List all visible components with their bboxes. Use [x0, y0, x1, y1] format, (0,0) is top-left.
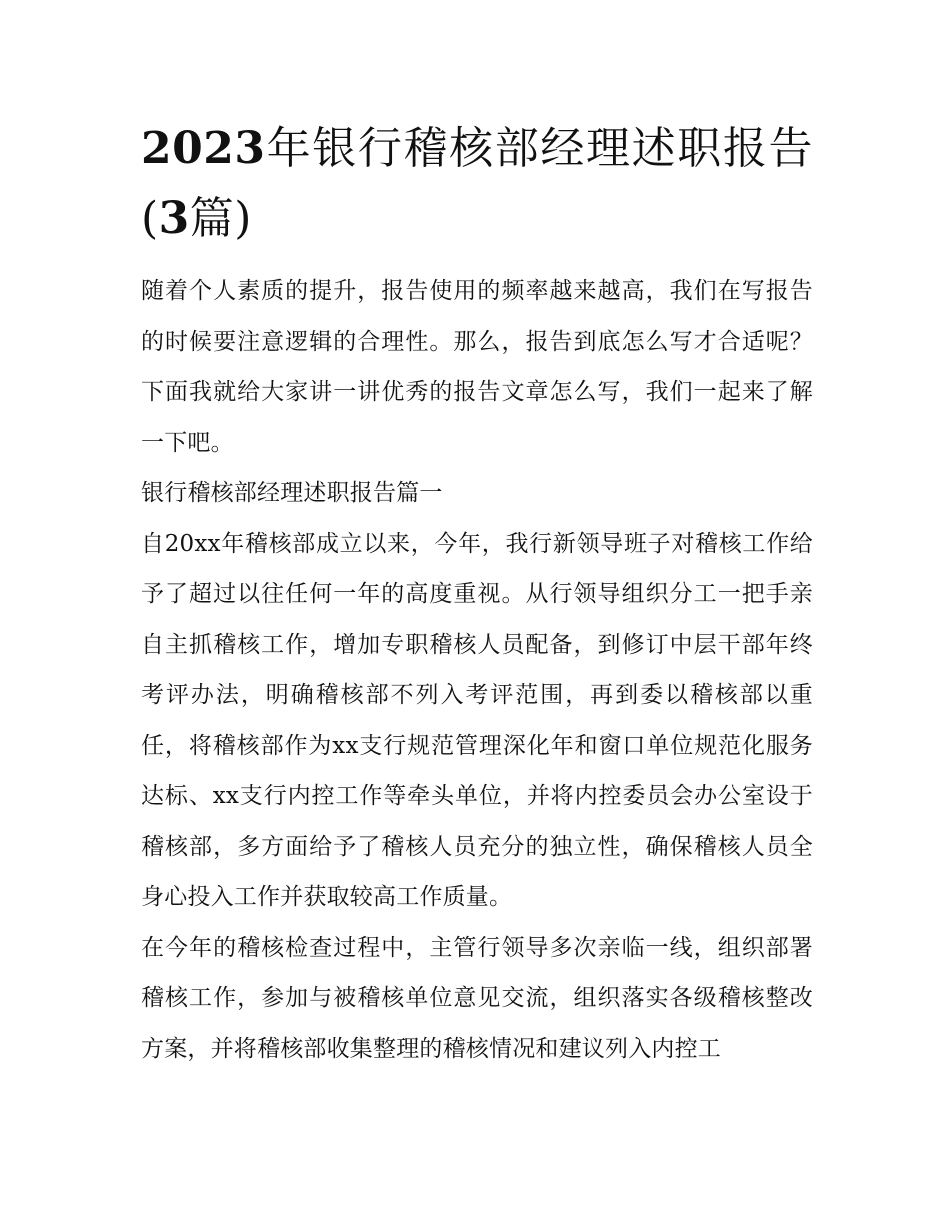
title-end: 篇) — [189, 193, 252, 244]
section-heading: 银行稽核部经理述职报告篇一 — [141, 480, 443, 506]
body-paragraph: 自20xx年稽核部成立以来，今年，我行新领导班子对稽核工作给予了超过以往任何一年的高度重视。从行领导组织分工一把手亲自主抓稽核工作，增加专职稽核人员配备，到修订中层干部年终考评办法，明确稽核部不列入考评范围，再到委以稽核部以重任，将稽核部作为xx支行规范管理深化年和窗口单位规范化服务达标、xx支行内控工作等牵头单位，并将内控委员会办公室设于稽核部，多方面给予了稽核人员充分的独立性，确保稽核人员全身心投入工作并获取较高工作质量。 — [141, 530, 813, 910]
document-content — [141, 114, 813, 1074]
title-count: 3 — [158, 193, 190, 244]
document-title — [141, 114, 813, 254]
body-paragraph: 在今年的稽核检查过程中，主管行领导多次亲临一线，组织部署稽核工作，参加与被稽核单位意见交流，组织落实各级稽核整改方案，并将稽核部收集整理的稽核情况和建议列入内控工 — [141, 934, 813, 1062]
intro-paragraph: 随着个人素质的提升，报告使用的频率越来越高，我们在写报告的时候要注意逻辑的合理性。那么，报告到底怎么写才合适呢？下面我就给大家讲一讲优秀的报告文章怎么写，我们一起来了解一下吧。 — [141, 278, 813, 456]
title-year: 2023 — [141, 123, 266, 174]
title-text: 年银行稽核部经理述职报告( — [141, 123, 813, 244]
